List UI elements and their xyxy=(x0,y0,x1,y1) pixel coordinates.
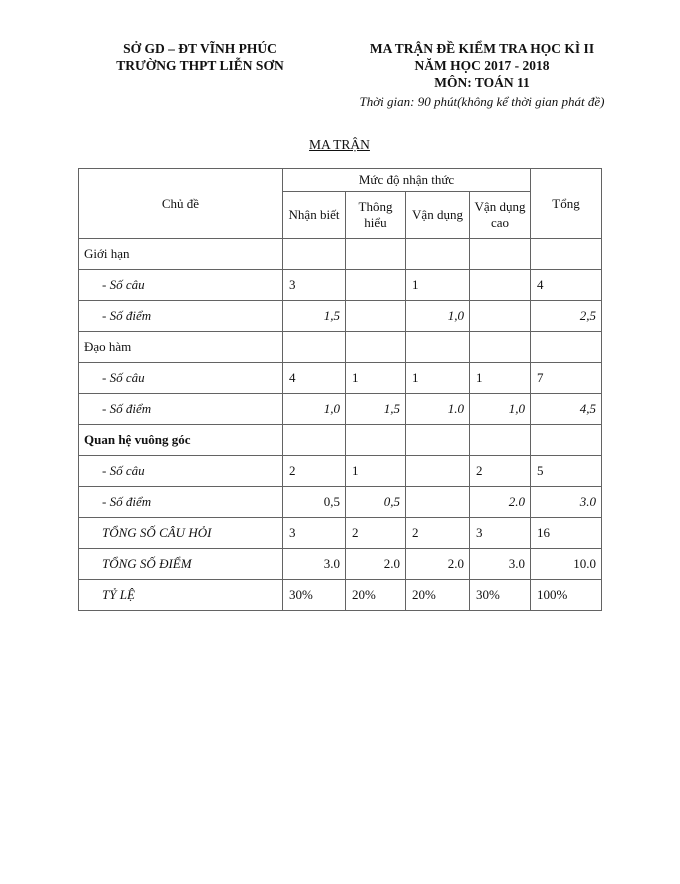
table-cell: 3.0 xyxy=(531,487,602,518)
table-cell: 3 xyxy=(283,518,346,549)
row-label: TỔNG SỐ ĐIỂM xyxy=(79,549,283,580)
table-cell xyxy=(283,332,346,363)
table-cell xyxy=(470,239,531,270)
row-label: - Số điểm xyxy=(79,301,283,332)
table-cell: 2 xyxy=(283,456,346,487)
table-cell: 3.0 xyxy=(470,549,531,580)
row-label: - Số điểm xyxy=(79,487,283,518)
table-cell: 1 xyxy=(346,456,406,487)
school-line: TRƯỜNG THPT LIỄN SƠN xyxy=(116,58,284,73)
table-cell xyxy=(531,332,602,363)
table-cell: 1,0 xyxy=(283,394,346,425)
table-cell: 2 xyxy=(406,518,470,549)
row-label: Quan hệ vuông góc xyxy=(79,425,283,456)
table-cell: 4 xyxy=(531,270,602,301)
table-cell: 1 xyxy=(470,363,531,394)
table-cell: 2 xyxy=(470,456,531,487)
table-row xyxy=(79,394,602,425)
table-cell: 100% xyxy=(531,580,602,611)
matrix-title xyxy=(78,137,601,153)
table-cell: 3 xyxy=(283,270,346,301)
table-cell xyxy=(346,270,406,301)
col-header-topic: Chủ đề xyxy=(79,169,283,239)
table-cell xyxy=(470,425,531,456)
table-row xyxy=(79,425,602,456)
table-cell: 7 xyxy=(531,363,602,394)
table-cell xyxy=(406,456,470,487)
table-cell xyxy=(406,487,470,518)
table-cell xyxy=(406,332,470,363)
table-cell: 20% xyxy=(346,580,406,611)
table-cell: 20% xyxy=(406,580,470,611)
matrix-table xyxy=(78,168,602,611)
table-cell xyxy=(470,332,531,363)
table-cell: 2.0 xyxy=(470,487,531,518)
table-cell: 2.0 xyxy=(406,549,470,580)
table-cell: 10.0 xyxy=(531,549,602,580)
exam-title-line: MA TRẬN ĐỀ KIỂM TRA HỌC KÌ II xyxy=(369,41,595,56)
department-line: SỞ GD – ĐT VĨNH PHÚC xyxy=(123,41,277,56)
table-row xyxy=(79,239,602,270)
table-header-row-1 xyxy=(79,169,602,192)
exam-info-block xyxy=(342,40,622,110)
table-cell: 3.0 xyxy=(283,549,346,580)
table-cell: 1,5 xyxy=(346,394,406,425)
table-row xyxy=(79,518,602,549)
table-cell xyxy=(346,239,406,270)
table-row xyxy=(79,270,602,301)
table-cell: 0,5 xyxy=(346,487,406,518)
table-cell: 30% xyxy=(283,580,346,611)
table-row xyxy=(79,456,602,487)
table-cell xyxy=(283,425,346,456)
table-row xyxy=(79,332,602,363)
table-cell: 1,0 xyxy=(406,301,470,332)
row-label: - Số câu xyxy=(79,270,283,301)
table-row xyxy=(79,487,602,518)
table-cell: 3 xyxy=(470,518,531,549)
table-row xyxy=(79,363,602,394)
col-header-levels-group: Mức độ nhận thức xyxy=(283,169,531,192)
table-cell xyxy=(406,425,470,456)
table-row xyxy=(79,301,602,332)
row-label: TỶ LỆ xyxy=(79,580,283,611)
document-header xyxy=(0,0,680,110)
table-cell: 0,5 xyxy=(283,487,346,518)
table-cell: 5 xyxy=(531,456,602,487)
row-label: Giới hạn xyxy=(79,239,283,270)
time-note: Thời gian: 90 phút(không kể thời gian phát đề) xyxy=(359,94,605,109)
table-cell: 1,0 xyxy=(470,394,531,425)
table-cell: 1 xyxy=(406,363,470,394)
table-cell: 4 xyxy=(283,363,346,394)
table-cell: 4,5 xyxy=(531,394,602,425)
row-label: TỔNG SỐ CÂU HỎI xyxy=(79,518,283,549)
table-cell: 2,5 xyxy=(531,301,602,332)
table-cell xyxy=(470,301,531,332)
table-cell xyxy=(531,425,602,456)
table-cell xyxy=(346,332,406,363)
table-cell xyxy=(346,425,406,456)
table-cell xyxy=(346,301,406,332)
row-label: - Số câu xyxy=(79,363,283,394)
table-cell: 2 xyxy=(346,518,406,549)
col-header-level-2: Thông hiểu xyxy=(346,192,406,239)
table-cell xyxy=(283,239,346,270)
row-label: - Số câu xyxy=(79,456,283,487)
matrix-title-text: MA TRẬN xyxy=(309,137,370,152)
table-cell: 1 xyxy=(406,270,470,301)
table-cell: 1.0 xyxy=(406,394,470,425)
table-row xyxy=(79,549,602,580)
school-year-line: NĂM HỌC 2017 - 2018 xyxy=(414,58,550,73)
col-header-total: Tổng xyxy=(531,169,602,239)
col-header-level-1: Nhận biết xyxy=(283,192,346,239)
table-cell: 1 xyxy=(346,363,406,394)
table-cell: 2.0 xyxy=(346,549,406,580)
issuing-authority-block xyxy=(58,40,342,110)
row-label: - Số điểm xyxy=(79,394,283,425)
table-cell: 30% xyxy=(470,580,531,611)
table-cell xyxy=(406,239,470,270)
col-header-level-3: Vận dụng xyxy=(406,192,470,239)
table-cell xyxy=(531,239,602,270)
table-cell xyxy=(470,270,531,301)
row-label: Đạo hàm xyxy=(79,332,283,363)
table-cell: 16 xyxy=(531,518,602,549)
col-header-level-4: Vận dụng cao xyxy=(470,192,531,239)
subject-line: MÔN: TOÁN 11 xyxy=(434,75,530,90)
table-cell: 1,5 xyxy=(283,301,346,332)
table-row xyxy=(79,580,602,611)
